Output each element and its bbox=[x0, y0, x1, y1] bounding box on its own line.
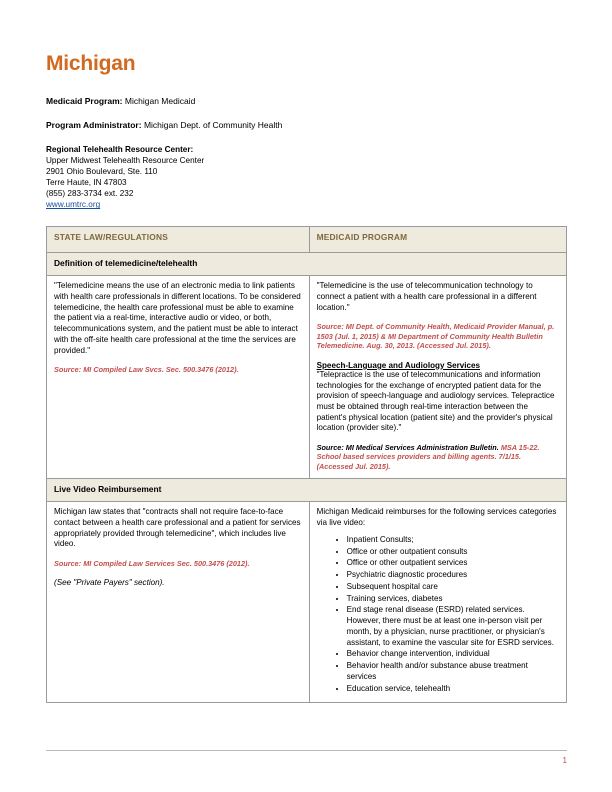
medicaid-program-line bbox=[46, 96, 567, 107]
table-header-row bbox=[47, 227, 567, 253]
program-administrator-line bbox=[46, 120, 567, 131]
definition-state-law-source: Source: MI Compiled Law Svcs. Sec. 500.3476 (2012). bbox=[54, 365, 239, 375]
table-header bbox=[47, 227, 567, 253]
live-video-state-law-note: (See "Private Payers" section). bbox=[54, 577, 165, 587]
list-item: • Behavior change intervention, individual bbox=[347, 649, 559, 660]
list-item: • Training services, diabetes bbox=[347, 594, 559, 605]
section-heading-row-live-video bbox=[47, 479, 567, 502]
rtrc-line-1: Upper Midwest Telehealth Resource Center bbox=[46, 156, 205, 166]
list-item: • Office or other outpatient consults bbox=[347, 547, 559, 558]
definition-state-law-quote: "Telemedicine means the use of an electronic media to link patients with health care professionals in different locations. To be considered telemedicine, the health care professional must be able to examine the patient via a real-time, interactive audio or video, or both, telecommunications system, and the patient must be able to interact with the off-site health care professional at the time the services are provided." bbox=[54, 281, 301, 355]
definition-medicaid-source: Source: MI Dept. of Community Health, Medicaid Provider Manual, p. 1503 (Jul. 1, 2015) & MI Department of Community Health Bulletin Telemedicine. Aug. 30, 2013. (Accessed Jul. 2015). bbox=[316, 322, 555, 351]
rtrc-label: Regional Telehealth Resource Center: bbox=[46, 145, 194, 155]
rtrc-line-4: (855) 283-3734 ext. 232 bbox=[46, 189, 134, 199]
section-heading-definition: Definition of telemedicine/telehealth bbox=[47, 253, 567, 276]
list-item: • Inpatient Consults; bbox=[347, 535, 559, 546]
rtrc-line-3: Terre Haute, IN 47803 bbox=[46, 178, 127, 188]
medicaid-program-value: Michigan Medicaid bbox=[124, 96, 196, 106]
live-video-state-law-source: Source: MI Compiled Law Services Sec. 500.3476 (2012). bbox=[54, 559, 250, 569]
medicaid-program-label: Medicaid Program: bbox=[46, 96, 123, 106]
live-video-services-list bbox=[317, 535, 559, 695]
table-body bbox=[47, 253, 567, 703]
list-item: • End stage renal disease (ESRD) related services. However, there must be at least one in-person visit per month, by a physician, nurse practitioner, or physician's assistant, to examine the vascular site for ESRD services. bbox=[347, 605, 559, 648]
table-row bbox=[47, 502, 567, 703]
definition-medicaid-cell bbox=[309, 276, 566, 479]
telepractice-source-prefix: Source: MI Medical Services Administration Bulletin. bbox=[316, 442, 501, 452]
telepractice-quote: "Telepractice is the use of telecommunications and information technologies for the exchange of encrypted patient data for the provision of speech-language and audiology services. Telepractice must be obtained through real-time interaction between the patient's physical location (patient site) and the provider's physical location (provider site)." bbox=[316, 369, 555, 433]
list-item: • Office or other outpatient services bbox=[347, 558, 559, 569]
definition-medicaid-quote: "Telemedicine is the use of telecommunication technology to connect a patient with a health care professional in a different location." bbox=[316, 281, 537, 312]
telehealth-policy-table bbox=[46, 226, 567, 703]
section-heading-row-definition bbox=[47, 253, 567, 276]
page-number: 1 bbox=[562, 756, 567, 765]
telepractice-source bbox=[317, 443, 559, 471]
telepractice-source-citation: MSA 15-22. School based services providers and billing agents. 7/1/15. (Accessed Jul. 2015). bbox=[316, 442, 540, 471]
list-item: • Education service, telehealth bbox=[347, 684, 559, 695]
list-item: • Subsequent hospital care bbox=[347, 582, 559, 593]
program-administrator-label: Program Administrator: bbox=[46, 120, 142, 131]
live-video-state-law-cell bbox=[47, 502, 310, 703]
program-administrator-value: Michigan Dept. of Community Health bbox=[143, 120, 283, 131]
live-video-state-law-text: Michigan law states that "contracts shall not require face-to-face contact between a health care professional and a patient for services appropriately provided through telemedicine", which includes live video. bbox=[54, 507, 301, 549]
rtrc-line-2: 2901 Ohio Boulevard, Ste. 110 bbox=[46, 167, 158, 177]
page-title: Michigan bbox=[46, 52, 136, 75]
table-row bbox=[47, 276, 567, 479]
column-header-medicaid-program: MEDICAID PROGRAM bbox=[309, 227, 566, 253]
page-footer bbox=[46, 750, 567, 765]
regional-telehealth-resource-center bbox=[46, 144, 567, 210]
live-video-medicaid-intro: Michigan Medicaid reimburses for the following services categories via live video: bbox=[316, 507, 557, 528]
live-video-medicaid-cell bbox=[309, 502, 566, 703]
speech-language-subheading: Speech-Language and Audiology Services bbox=[316, 360, 481, 370]
list-item: • Psychiatric diagnostic procedures bbox=[347, 570, 559, 581]
list-item: • Behavior health and/or substance abuse treatment services bbox=[347, 661, 559, 683]
definition-state-law-cell bbox=[47, 276, 310, 479]
rtrc-website-link[interactable]: www.umtrc.org bbox=[46, 200, 101, 210]
column-header-state-law: STATE LAW/REGULATIONS bbox=[47, 227, 310, 253]
section-heading-live-video: Live Video Reimbursement bbox=[47, 479, 567, 502]
